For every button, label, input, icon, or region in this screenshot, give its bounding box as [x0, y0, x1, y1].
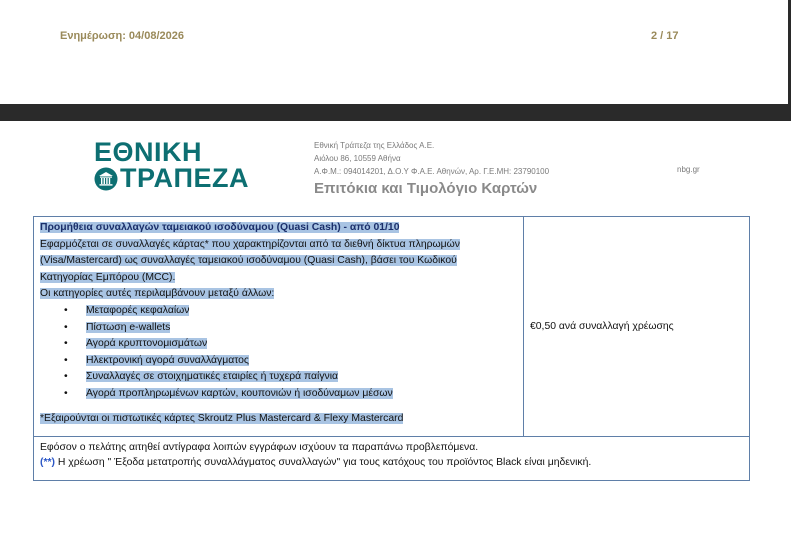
logo-text-line1: ΕΘΝΙΚΗ — [94, 137, 203, 167]
description-cell[interactable] — [40, 220, 520, 427]
spacer — [40, 403, 520, 411]
footnote-mark: (**) — [40, 457, 56, 468]
bank-address: Αιόλου 86, 10559 Αθήνα — [314, 154, 401, 163]
bullet-icon: • — [64, 321, 68, 333]
fee-title: Προμήθεια συναλλαγών ταμειακού ισοδύναμου (Quasi Cash) - από 01/10 — [40, 222, 400, 233]
footnote-black — [40, 455, 591, 470]
list-item — [64, 369, 520, 386]
footnote-black-text: Η χρέωση " Έξοδα μετατροπής συναλλάγματος συναλλαγών" για τους κατόχους του προϊόντος Black είναι μηδενική. — [55, 457, 592, 468]
category-label: Αγορά προπληρωμένων καρτών, κουπονιών ή ισοδύναμων μέσων — [86, 387, 393, 399]
category-label: Ηλεκτρονική αγορά συναλλάγματος — [86, 354, 249, 366]
footnote-copies: Εφόσον ο πελάτης αιτηθεί αντίγραφα λοιπών εγγράφων ισχύουν τα παραπάνω προβλεπόμενα. — [40, 442, 479, 453]
footnotes-cell[interactable] — [40, 440, 591, 470]
category-label: Μεταφορές κεφαλαίων — [86, 304, 190, 316]
update-date: Ενημέρωση: 04/08/2026 — [60, 30, 184, 42]
bullet-icon: • — [64, 304, 68, 316]
document-title: Επιτόκια και Τιμολόγιο Καρτών — [314, 180, 538, 197]
list-item — [64, 320, 520, 337]
category-label: Συναλλαγές σε στοιχηματικές εταιρίες ή τυχερά παίγνια — [86, 371, 339, 383]
bank-name: Εθνική Τράπεζα της Ελλάδος Α.Ε. — [314, 141, 435, 150]
column-divider — [523, 217, 524, 436]
list-item — [64, 386, 520, 403]
bullet-icon: • — [64, 387, 68, 399]
logo-text-line2: ΤΡΑΠΕΖΑ — [120, 163, 249, 193]
previous-page-footer — [0, 0, 791, 104]
bullet-icon: • — [64, 338, 68, 350]
exclusion-note: *Εξαιρούνται οι πιστωτικές κάρτες Skroutz Plus Mastercard & Flexy Mastercard — [40, 412, 404, 424]
bank-registry: Α.Φ.Μ.: 094014201, Δ.Ο.Υ Φ.Α.Ε. Αθηνών, Αρ. Γ.Ε.ΜΗ: 23790100 — [314, 167, 550, 176]
fee-description-line: Εφαρμόζεται σε συναλλαγές κάρτας* που χαρακτηρίζονται από τα διεθνή δίκτυα πληρωμών — [40, 238, 460, 250]
row-divider — [34, 436, 749, 437]
category-label: Πίστωση e-wallets — [86, 321, 171, 333]
list-item — [64, 336, 520, 353]
bank-building-icon — [94, 167, 118, 191]
category-list — [40, 303, 520, 403]
bullet-icon: • — [64, 354, 68, 366]
fee-description-line: Κατηγορίας Εμπόρου (MCC). — [40, 271, 176, 283]
nbg-logo — [94, 137, 274, 197]
website: nbg.gr — [677, 165, 700, 174]
categories-intro: Οι κατηγορίες αυτές περιλαμβάνουν μεταξύ άλλων: — [40, 288, 275, 300]
bullet-icon: • — [64, 371, 68, 383]
list-item — [64, 303, 520, 320]
fee-price[interactable]: €0,50 ανά συναλλαγή χρέωσης — [530, 321, 674, 332]
page-gap — [0, 104, 791, 121]
fee-description-line: (Visa/Mastercard) ως συναλλαγές ταμειακού ισοδύναμου (Quasi Cash), βάσει του Κωδικού — [40, 255, 457, 267]
pricing-table — [33, 216, 750, 481]
page-number: 2 / 17 — [651, 30, 679, 42]
list-item — [64, 353, 520, 370]
bank-info — [314, 139, 549, 178]
category-label: Αγορά κρυπτονομισμάτων — [86, 338, 208, 350]
document-page — [0, 121, 791, 546]
